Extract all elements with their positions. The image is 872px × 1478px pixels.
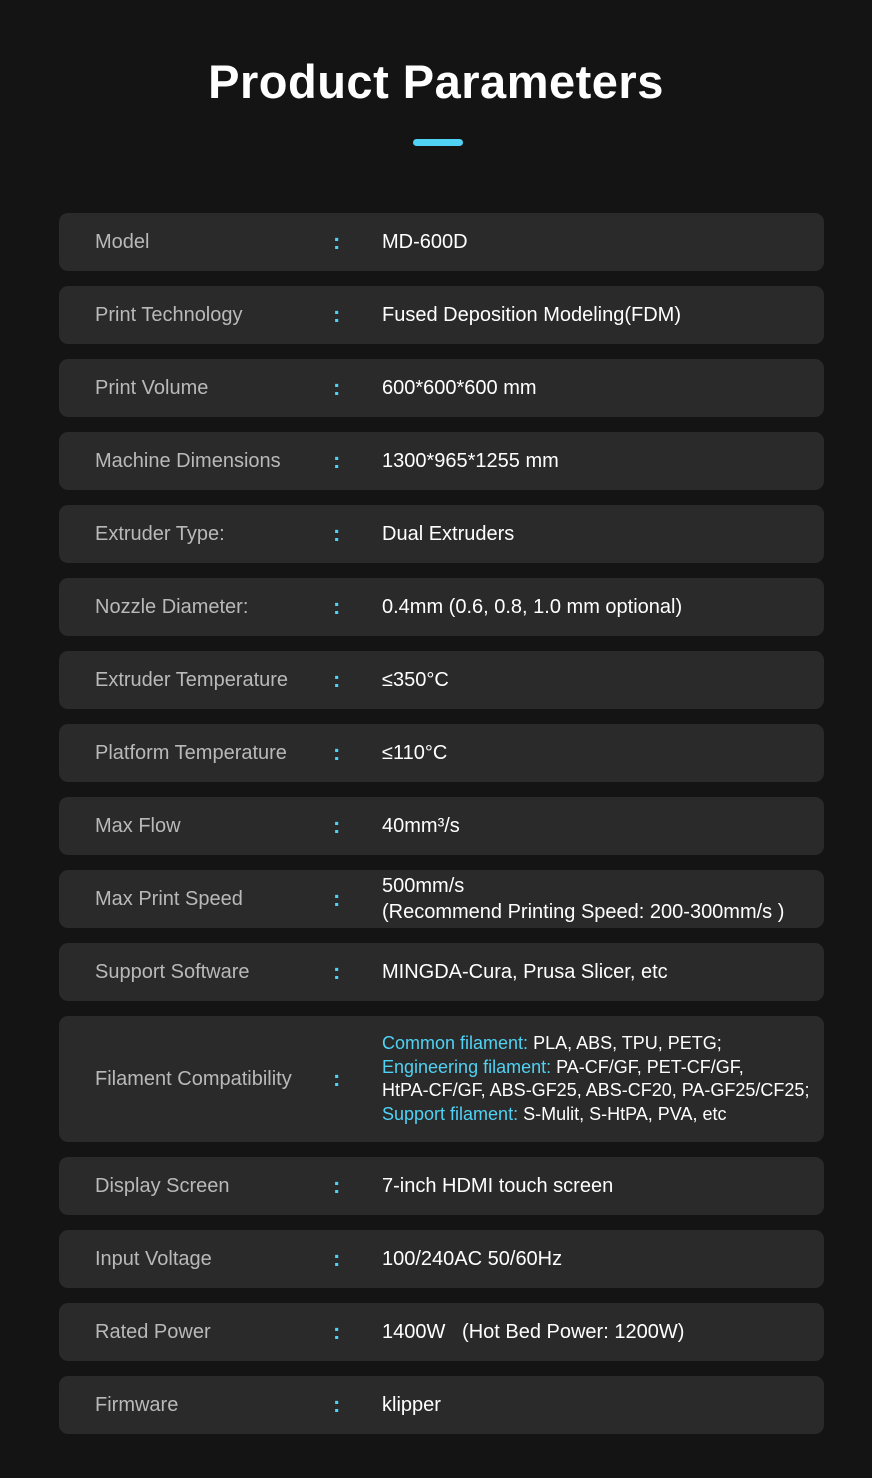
param-value: MD-600D [382,231,468,253]
param-separator: : [333,229,341,254]
param-row-nozzle-diameter [59,578,824,636]
param-row-print-volume [59,359,824,417]
param-row-max-flow [59,797,824,855]
param-label: Support Software [95,960,250,983]
param-label: Max Flow [95,814,181,837]
param-separator: : [333,1392,341,1417]
param-separator: : [333,740,341,765]
param-value: Dual Extruders [382,523,515,545]
filament-category-label: Support filament: [382,1103,519,1124]
filament-list: S-Mulit, S-HtPA, PVA, etc [518,1103,727,1124]
parameters-table [59,213,824,1449]
param-row-display-screen [59,1157,824,1215]
param-label: Extruder Temperature [95,668,289,691]
param-value: 40mm³/s [382,815,460,837]
param-label: Rated Power [95,1320,211,1343]
param-value: 1400W (Hot Bed Power: 1200W) [382,1321,685,1343]
param-row-extruder-temperature [59,651,824,709]
param-label: Firmware [95,1393,179,1416]
param-row-max-print-speed [59,870,824,928]
param-label: Nozzle Diameter: [95,595,249,618]
param-row-input-voltage [59,1230,824,1288]
filament-value [382,1032,809,1126]
filament-list: PLA, ABS, TPU, PETG; [528,1033,722,1053]
param-separator: : [333,302,341,327]
param-row-extruder-type [59,505,824,563]
title-accent-bar [413,139,463,146]
param-value-line: 500mm/s [382,875,465,897]
filament-list: PA-CF/GF, PET-CF/GF, [551,1056,744,1077]
filament-line-common [382,1032,809,1056]
param-separator: : [333,1319,341,1344]
param-separator: : [333,594,341,619]
param-value: klipper [382,1394,441,1416]
param-row-rated-power [59,1303,824,1361]
param-value: ≤110°C [382,742,448,764]
param-row-platform-temperature [59,724,824,782]
param-row-support-software [59,943,824,1001]
param-label: Filament Compatibility [95,1067,292,1090]
param-separator: : [333,959,341,984]
param-row-print-technology [59,286,824,344]
param-label: Print Volume [95,376,209,399]
param-separator: : [333,448,341,473]
filament-line-engineering-cont: HtPA-CF/GF, ABS-GF25, ABS-CF20, PA-GF25/CF25; [382,1080,810,1100]
param-value: ≤350°C [382,669,449,691]
param-label: Model [95,230,150,253]
param-label: Max Print Speed [95,887,243,910]
filament-line-engineering [382,1056,809,1080]
param-value: 7-inch HDMI touch screen [382,1175,614,1197]
param-value: 0.4mm (0.6, 0.8, 1.0 mm optional) [382,596,683,618]
param-value: 1300*965*1255 mm [382,450,559,472]
param-separator: : [333,1066,341,1091]
param-separator: : [333,1173,341,1198]
filament-line-support [382,1103,809,1127]
param-row-model [59,213,824,271]
param-label: Machine Dimensions [95,449,281,472]
param-separator: : [333,1246,341,1271]
param-value-line: (Recommend Printing Speed: 200-300mm/s ) [382,901,785,923]
param-value: 100/240AC 50/60Hz [382,1248,563,1270]
param-value: 600*600*600 mm [382,377,537,399]
param-label: Input Voltage [95,1247,212,1270]
param-separator: : [333,813,341,838]
param-value [382,873,784,925]
param-label: Extruder Type: [95,522,225,545]
param-label: Print Technology [95,303,243,326]
param-row-firmware [59,1376,824,1434]
param-value: MINGDA-Cura, Prusa Slicer, etc [382,961,668,983]
param-separator: : [333,375,341,400]
param-label: Platform Temperature [95,741,287,764]
param-separator: : [333,521,341,546]
filament-category-label: Engineering filament: [382,1056,552,1077]
param-label: Display Screen [95,1174,230,1197]
param-separator: : [333,667,341,692]
param-row-machine-dimensions [59,432,824,490]
filament-category-label: Common filament: [382,1033,529,1053]
param-value: Fused Deposition Modeling(FDM) [382,304,682,326]
param-separator: : [333,886,341,911]
page-title: Product Parameters [208,55,664,108]
param-row-filament-compatibility [59,1016,824,1142]
